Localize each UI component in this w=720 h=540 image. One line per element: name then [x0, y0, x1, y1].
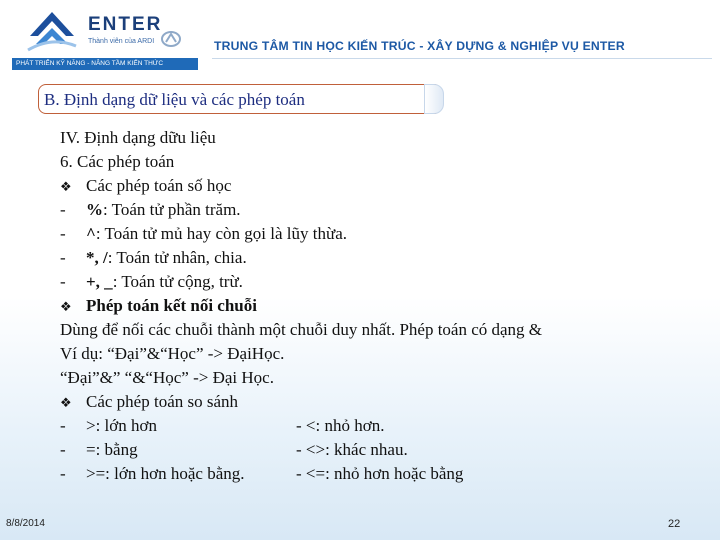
subheading: 6. Các phép toán: [60, 152, 175, 171]
operator: *, /: [86, 248, 108, 267]
example-text: “Đại”&” “&“Học” -> Đại Học.: [60, 368, 274, 387]
dash-marker: -: [60, 416, 66, 435]
slide-content: [60, 126, 680, 486]
dash-marker: -: [60, 224, 66, 243]
dash-marker: -: [60, 464, 66, 483]
diamond-bullet-icon: ❖: [60, 395, 72, 410]
list-item: [60, 438, 680, 462]
section-label: Các phép toán số học: [86, 176, 232, 195]
logo-subtitle: Thành viên của ARDI: [88, 38, 155, 45]
paragraph-line: [60, 318, 680, 342]
compare-left: >: lớn hơn: [86, 416, 158, 435]
concat-description: Dùng để nối các chuỗi thành một chuỗi duy nhất. Phép toán có dạng &: [60, 320, 543, 339]
header-title: TRUNG TÂM TIN HỌC KIẾN TRÚC - XÂY DỰNG & NGHIỆP VỤ ENTER: [214, 39, 625, 53]
operator-desc: : Toán tử cộng, trừ.: [112, 272, 243, 291]
list-item: [60, 198, 680, 222]
list-item: [60, 414, 680, 438]
dash-marker: -: [60, 200, 66, 219]
operator: ^: [86, 224, 96, 243]
logo-slogan: PHÁT TRIỂN KỸ NĂNG - NÂNG TẦM KIẾN THỨC: [12, 58, 198, 70]
ardi-logo-icon: [160, 30, 182, 48]
operator-desc: : Toán tử mủ hay còn gọi là lũy thừa.: [95, 224, 347, 243]
page-number: 22: [668, 518, 681, 530]
section-compare: [60, 390, 680, 414]
compare-left: >=: lớn hơn hoặc bằng.: [86, 464, 245, 483]
section-arithmetic: [60, 174, 680, 198]
logo-name: ENTER: [88, 14, 163, 35]
company-logo: [8, 4, 198, 70]
footer-date: 8/8/2014: [6, 518, 45, 529]
compare-left: =: bằng: [86, 440, 138, 459]
compare-right: - <=: nhỏ hơn hoặc bằng: [296, 464, 464, 483]
banner-tab: [424, 84, 444, 114]
header-divider: [212, 58, 712, 59]
paragraph-line: [60, 366, 680, 390]
diamond-bullet-icon: ❖: [60, 179, 72, 194]
dash-marker: -: [60, 248, 66, 267]
operator: %: [86, 200, 103, 219]
dash-marker: -: [60, 272, 66, 291]
paragraph-line: [60, 342, 680, 366]
section-label: Các phép toán so sánh: [86, 392, 239, 411]
list-item: [60, 270, 680, 294]
operator: +, _: [86, 272, 113, 291]
list-item: [60, 222, 680, 246]
diamond-bullet-icon: ❖: [60, 299, 72, 314]
compare-right: - <>: khác nhau.: [296, 440, 408, 459]
compare-right: - <: nhỏ hơn.: [296, 416, 385, 435]
list-item: [60, 246, 680, 270]
heading-line: [60, 126, 680, 150]
subheading-line: [60, 150, 680, 174]
operator-desc: : Toán tử nhân, chia.: [107, 248, 247, 267]
dash-marker: -: [60, 440, 66, 459]
logo-emblem-icon: [26, 6, 78, 52]
example-text: Ví dụ: “Đại”&“Học” -> ĐạiHọc.: [60, 344, 285, 363]
list-item: [60, 462, 680, 486]
heading: IV. Định dạng dữu liệu: [60, 128, 216, 147]
section-title: B. Định dạng dữ liệu và các phép toán: [44, 90, 305, 109]
section-concat: [60, 294, 680, 318]
operator-desc: : Toán tử phần trăm.: [103, 200, 241, 219]
section-label: Phép toán kết nối chuỗi: [86, 296, 257, 315]
